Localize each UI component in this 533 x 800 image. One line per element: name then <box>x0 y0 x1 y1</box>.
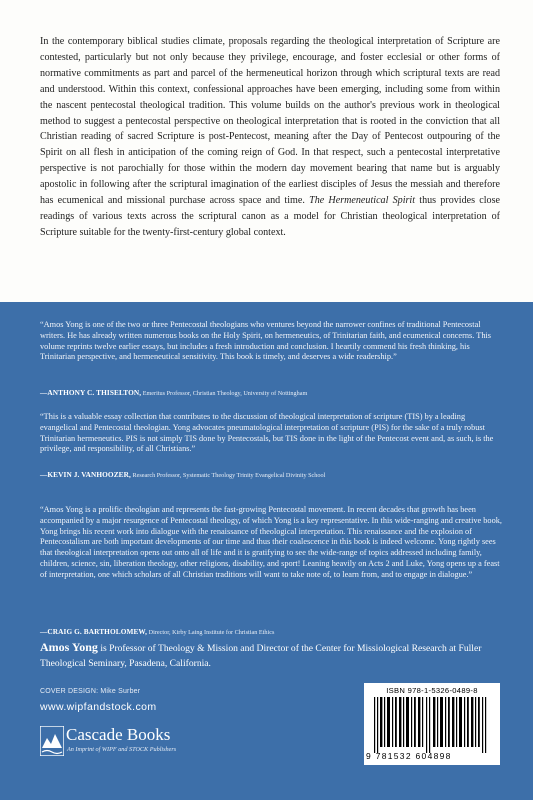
publisher-logo <box>40 722 190 768</box>
endorsement-quote: “Amos Yong is one of the two or three Pentecostal theologians who ventures beyond the narrower confines of traditional Pentecostal writers. He has already written numerous books on the Holy Spirit, on hermeneutics, of Trinitarian faith, and ecumenical concerns. This volume reprints twelve earlier essays, but includes a fresh introduction and conclusion. I heartily commend his fresh thinking, his Trinitarian perspective, and hermeneutical sensitivity. This book is timely, and deserves a wide readership.” <box>40 320 491 362</box>
endorsement-attribution <box>40 388 510 397</box>
barcode-graphic <box>372 697 492 753</box>
isbn-number: ISBN 978-1-5326-0489-8 <box>386 686 478 695</box>
author-bio-text: is Professor of Theology & Mission and Director of the Center for Missiological Research at Fuller Theological Seminary, Pasadena, California. <box>40 643 482 669</box>
cover-design-credit: COVER DESIGN: Mike Surber <box>40 688 141 695</box>
cascade-logo-icon <box>40 726 64 756</box>
description-part-1: In the contemporary biblical studies climate, proposals regarding the theological interpretation of Scripture are contested, particularly but not only because they privilege, encourage, and foster ecclesial or other forms of normative commitments as part and parcel of the hermeneutical horizon through which scriptural texts are read and understood. Within this context, confessional approaches have been emerging, including some from within the nascent pentecostal theological tradition. This volume builds on the author's previous work in theological method to suggest a pentecostal perspective on theological interpretation that is rooted in the conviction that all Christian reading of sacred Scripture is post-Pentecost, meaning after the Day of Pentecost outpouring of the Spirit on all flesh in anticipation of the coming reign of God. In that respect, such a pentecostal interpretative perspective is not parochially for those within the modern day movement bearing that name but is arguably apostolic in following after the scriptural imagination of the earliest disciples of Jesus the messiah and therefore has ecumenical and missional purchase across space and time. <box>40 36 500 207</box>
author-name: Amos Yong <box>40 640 98 654</box>
endorser-role: Research Professor, Systematic Theology Trinity Evangelical Divinity School <box>132 472 326 479</box>
book-description <box>40 34 500 241</box>
description-book-title: The Hermeneutical Spirit <box>309 195 416 207</box>
description-part-2: thus provides close readings of various texts across the scriptural canon as a model for Christian theological interpretation of Scripture suitable for the twenty-first-century global context. <box>40 195 501 238</box>
isbn-barcode <box>364 683 500 765</box>
description-section <box>0 0 533 302</box>
publisher-website: www.wipfandstock.com <box>40 701 157 713</box>
endorsement-attribution <box>40 627 510 636</box>
endorser-name: —CRAIG G. BARTHOLOMEW, <box>40 627 148 636</box>
publisher-name: Cascade Books <box>66 725 171 744</box>
endorser-role: Emeritus Professor, Christian Theology, University of Nottingham <box>142 390 308 397</box>
endorser-role: Director, Kirby Laing Institute for Christian Ethics <box>148 629 275 636</box>
endorser-name: —ANTHONY C. THISELTON, <box>40 388 142 397</box>
endorsement-quote: “This is a valuable essay collection that contributes to the discussion of theological interpretation of scripture (TIS) by a leading evangelical and Pentecostal theologian. Yong advocates pneumatological interpretation of scripture (PIS) for the sake of a truly robust Trinitarian hermeneutics. PIS is not simply TIS done by Pentecostals, but TIS done in the light of the Pentecost event and, as such, is the privilege, and responsibility, of all Christians.” <box>40 412 494 454</box>
endorsement-attribution <box>40 470 510 479</box>
endorsement-quote: “Amos Yong is a prolific theologian and represents the fast-growing Pentecostal movement. In recent decades that growth has been accompanied by a major resurgence of Pentecostal theology, of which Yong is a key representative. In this wide-ranging and creative book, Yong brings his recent work into dialogue with the renaissance of theological interpretation. This renaissance and the explosion of Pentecostalism are both important developments of our time and thus their coalescence in this book is indeed welcome. Yong rightly sees that theological interpretation opens out onto all of life and it is gratifying to see the wide-range of topics addressed including family, children, science, sin, liberation theology, other religions, disability, and sport! Leaning heavily on Acts 2 and Luke, Yong opens up a feast of interpretation, one which scholars of all Christian traditions will want to take note of, to learn from, and to engage in dialogue.” <box>40 505 502 579</box>
publisher-tagline: An Imprint of WIPF and STOCK Publishers <box>67 746 177 753</box>
author-bio <box>40 640 500 671</box>
endorser-name: —KEVIN J. VANHOOZER, <box>40 470 131 479</box>
barcode-digits: 9 781532 604898 <box>366 751 452 761</box>
